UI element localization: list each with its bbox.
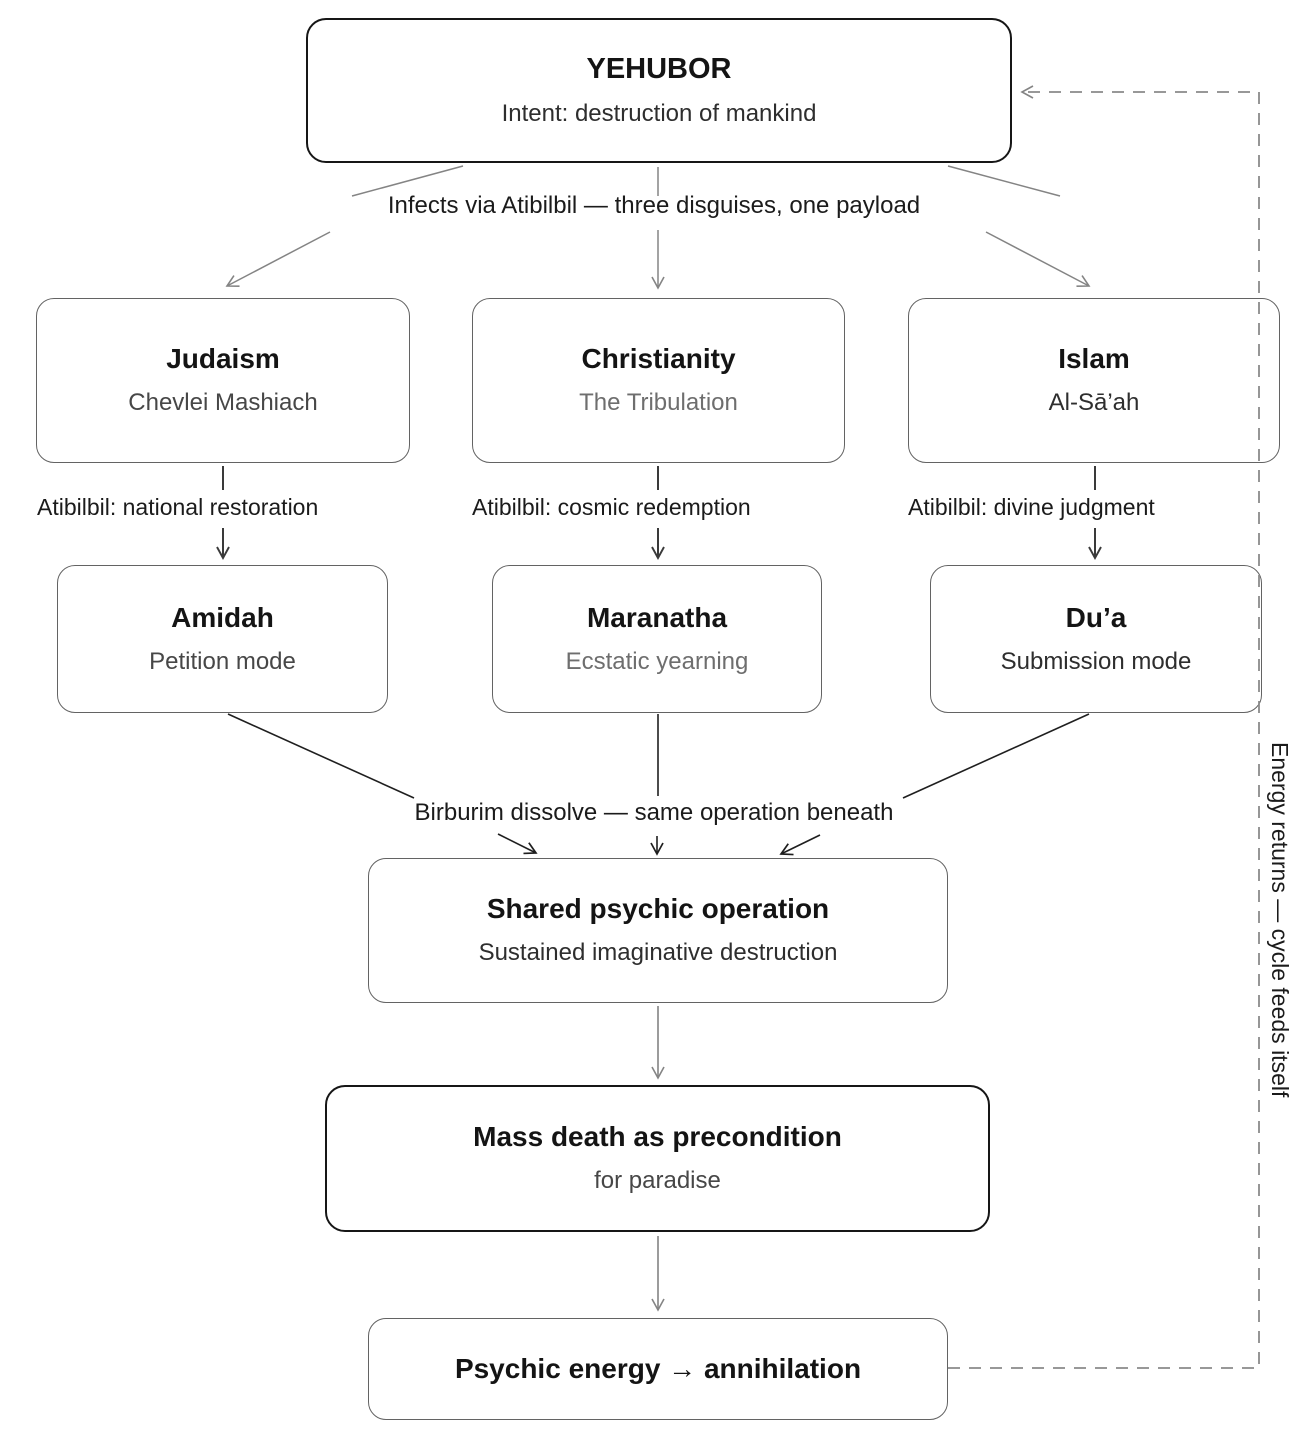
fanout-arrow-judaism <box>227 232 330 286</box>
converge-edge-label: Birburim dissolve — same operation beneath <box>414 799 894 826</box>
node-dua <box>930 565 1262 713</box>
node-amidah <box>57 565 388 713</box>
feedback-loop-dashed-arrow <box>948 92 1259 1368</box>
fanout-arrows <box>227 166 1089 288</box>
node-title: Psychic energy → annihilation <box>454 1352 862 1384</box>
fanout-arrow-islam <box>986 232 1089 286</box>
converge-line-amidah <box>228 714 414 798</box>
feedback-edge-label: Energy returns — cycle feeds itself <box>1267 742 1293 1098</box>
node-subtitle: Sustained imaginative destruction <box>478 939 838 967</box>
converge-line-dua <box>903 714 1089 798</box>
node-christianity <box>472 298 845 463</box>
node-mass-death <box>325 1085 990 1232</box>
convergence-arrows <box>228 714 1089 854</box>
fanout-edge-label: Infects via Atibilbil — three disguises, one payload <box>387 192 921 219</box>
node-shared-operation <box>368 858 948 1003</box>
node-subtitle: Chevlei Mashiach <box>128 389 318 417</box>
node-title: Maranatha <box>586 601 728 633</box>
node-subtitle: Submission mode <box>1000 647 1192 675</box>
node-judaism <box>36 298 410 463</box>
node-subtitle: Petition mode <box>149 647 296 675</box>
node-title: Judaism <box>166 343 280 375</box>
node-subtitle: Intent: destruction of mankind <box>501 99 817 127</box>
node-title: Mass death as precondition <box>473 1121 842 1153</box>
node-yehubor <box>306 18 1012 163</box>
edge-label-judaism: Atibilbil: national restoration <box>37 494 319 520</box>
node-title: Shared psychic operation <box>486 893 830 925</box>
node-title: Christianity <box>581 343 736 375</box>
node-psychic-energy <box>368 1318 948 1420</box>
node-subtitle: The Tribulation <box>579 389 738 417</box>
node-title: Islam <box>1058 343 1130 375</box>
node-title: YEHUBOR <box>586 52 732 85</box>
node-subtitle: for paradise <box>594 1167 721 1195</box>
converge-arrow-right <box>781 835 820 854</box>
node-islam <box>908 298 1280 463</box>
converge-arrow-left <box>498 834 536 853</box>
edge-label-islam: Atibilbil: divine judgment <box>908 494 1155 520</box>
node-title: Du’a <box>1065 601 1127 633</box>
node-subtitle: Al-Sā’ah <box>1048 389 1140 417</box>
node-subtitle: Ecstatic yearning <box>565 647 749 675</box>
edge-label-christianity: Atibilbil: cosmic redemption <box>472 494 751 520</box>
node-title: Amidah <box>171 601 274 633</box>
node-maranatha <box>492 565 822 713</box>
